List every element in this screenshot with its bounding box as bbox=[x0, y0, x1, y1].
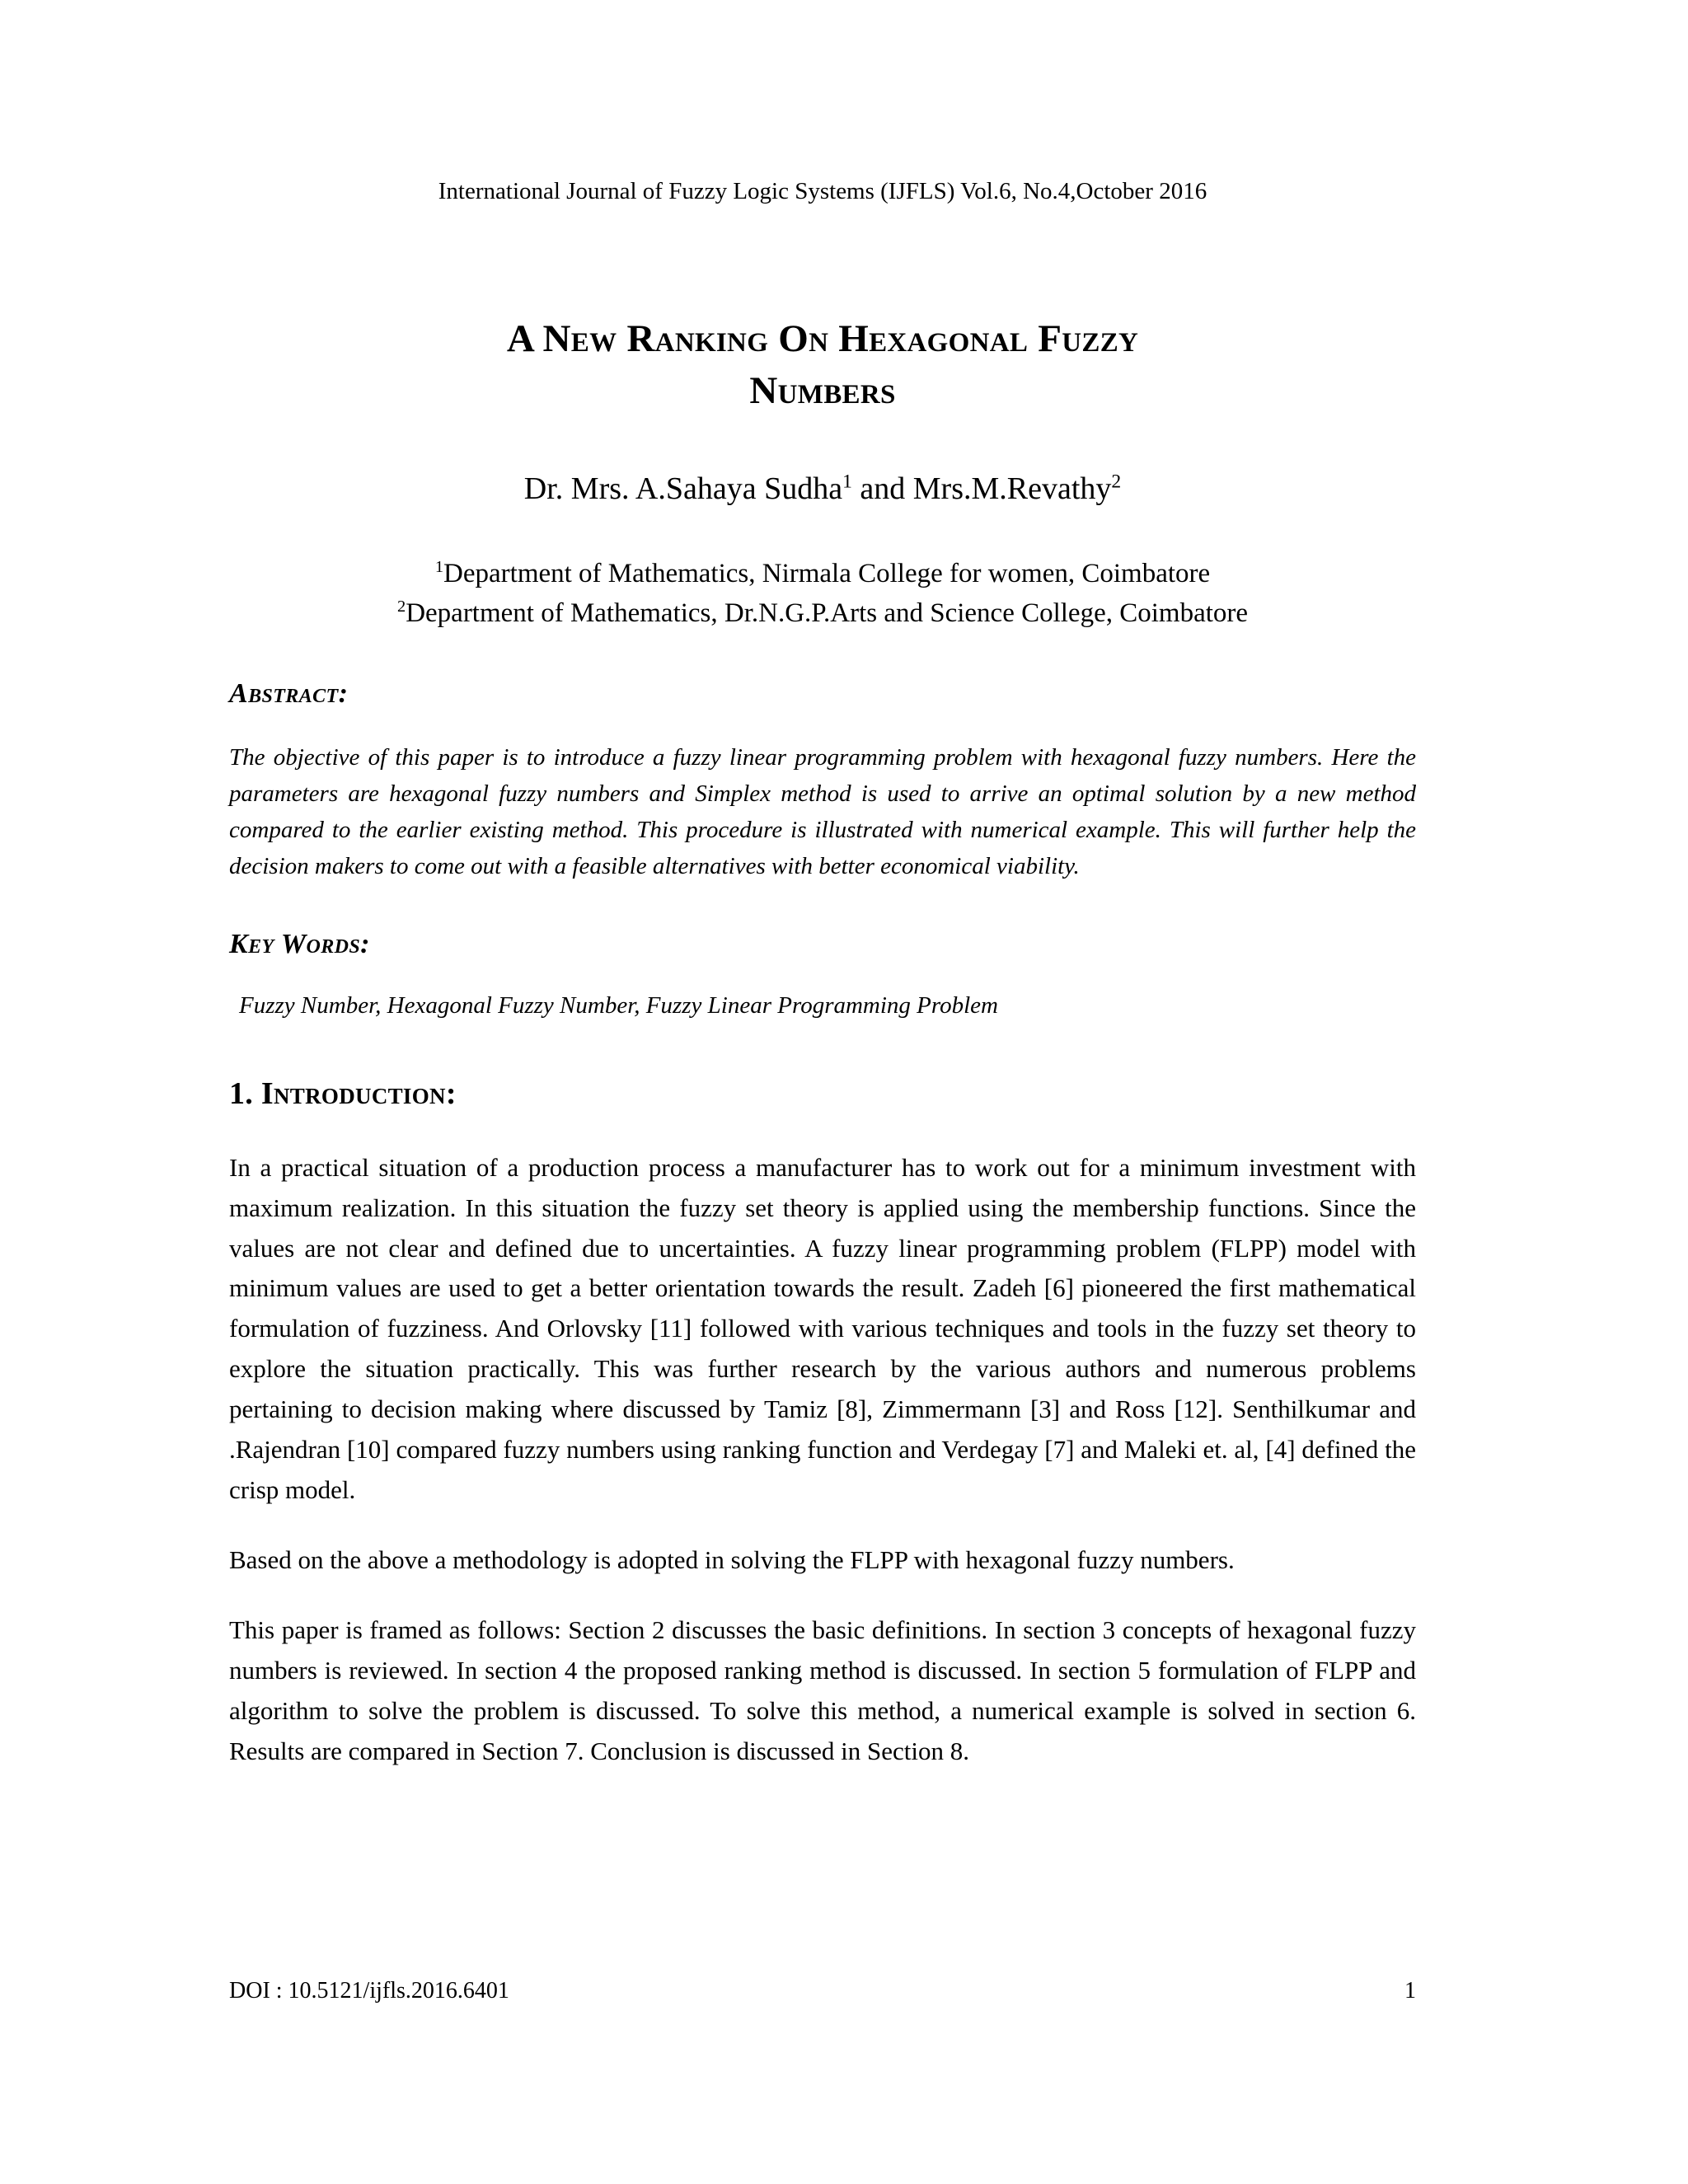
page-number: 1 bbox=[1404, 1978, 1416, 2004]
affiliation-marker: 1 bbox=[434, 558, 444, 577]
affiliation-marker: 2 bbox=[396, 597, 406, 616]
author-affiliation-marker-2: 2 bbox=[1111, 471, 1122, 493]
title-line-1: A New Ranking On Hexagonal Fuzzy bbox=[506, 316, 1139, 360]
intro-paragraph-3: This paper is framed as follows: Section 2 discusses the basic definitions. In section 3 concepts of hexagonal fuzzy numbers is reviewed. In section 4 the proposed ranking method is discussed. In section 5 formulation of FLPP and algorithm to solve the problem is discussed. To solve this method, a numerical example is solved in section 6. Results are compared in Section 7. Conclusion is discussed in Section 8. bbox=[229, 1615, 1416, 1766]
page-footer bbox=[229, 1978, 1416, 2004]
abstract-body: The objective of this paper is to introduce a fuzzy linear programming problem with hexagonal fuzzy numbers. Here the parameters are hexagonal fuzzy numbers and Simplex method is used to arrive an optimal solution by a new method compared to the earlier existing method. This procedure is illustrated with numerical example. This will further help the decision makers to come out with a feasible alternatives with better economical viability. bbox=[229, 743, 1416, 879]
author-list bbox=[229, 469, 1416, 509]
page-content bbox=[229, 0, 1416, 1772]
affiliation-item bbox=[229, 594, 1416, 634]
affiliation-item bbox=[229, 555, 1416, 594]
running-head: International Journal of Fuzzy Logic Systems (IJFLS) Vol.6, No.4,October 2016 bbox=[438, 178, 1207, 204]
abstract-heading: Abstract: bbox=[229, 677, 349, 709]
author-affiliation-marker-1: 1 bbox=[842, 471, 852, 493]
author-conjunction: and bbox=[851, 471, 913, 506]
title-line-2: Numbers bbox=[749, 369, 896, 413]
affiliation-text: Department of Mathematics, Dr.N.G.P.Arts and Science College, Coimbatore bbox=[406, 598, 1249, 628]
intro-paragraph-1: In a practical situation of a production process a manufacturer has to work out for a minimum investment with maximum realization. In this situation the fuzzy set theory is applied using the membership functions. Since the values are not clear and defined due to uncertainties. A fuzzy linear programming problem (FLPP) model with minimum values are used to get a better orientation towards the result. Zadeh [6] pioneered the first mathematical formulation of fuzziness. And Orlovsky [11] followed with various techniques and tools in the fuzzy set theory to explore the situation practically. This was further research by the various authors and numerous problems pertaining to decision making where discussed by Tamiz [8], Zimmermann [3] and Ross [12]. Senthilkumar and .Rajendran [10] compared fuzzy numbers using ranking function and Verdegay [7] and Maleki et. al, [4] defined the crisp model. bbox=[229, 1152, 1416, 1505]
author-name-1: Dr. Mrs. A.Sahaya Sudha bbox=[523, 471, 843, 506]
page-title bbox=[229, 313, 1416, 418]
intro-paragraph-2: Based on the above a methodology is adopted in solving the FLPP with hexagonal fuzzy numbers. bbox=[229, 1545, 1235, 1575]
section-title: Introduction: bbox=[260, 1076, 457, 1111]
affiliation-text: Department of Mathematics, Nirmala College for women, Coimbatore bbox=[443, 559, 1211, 589]
affiliation-list bbox=[229, 555, 1416, 634]
doi-text: DOI : 10.5121/ijfls.2016.6401 bbox=[229, 1978, 509, 2004]
section-heading-introduction bbox=[229, 1076, 1416, 1112]
keywords-heading: Key Words: bbox=[229, 929, 370, 960]
keywords-body: Fuzzy Number, Hexagonal Fuzzy Number, Fuzzy Linear Programming Problem bbox=[239, 992, 998, 1019]
section-number: 1. bbox=[229, 1076, 254, 1111]
author-name-2: Mrs.M.Revathy bbox=[912, 471, 1112, 506]
